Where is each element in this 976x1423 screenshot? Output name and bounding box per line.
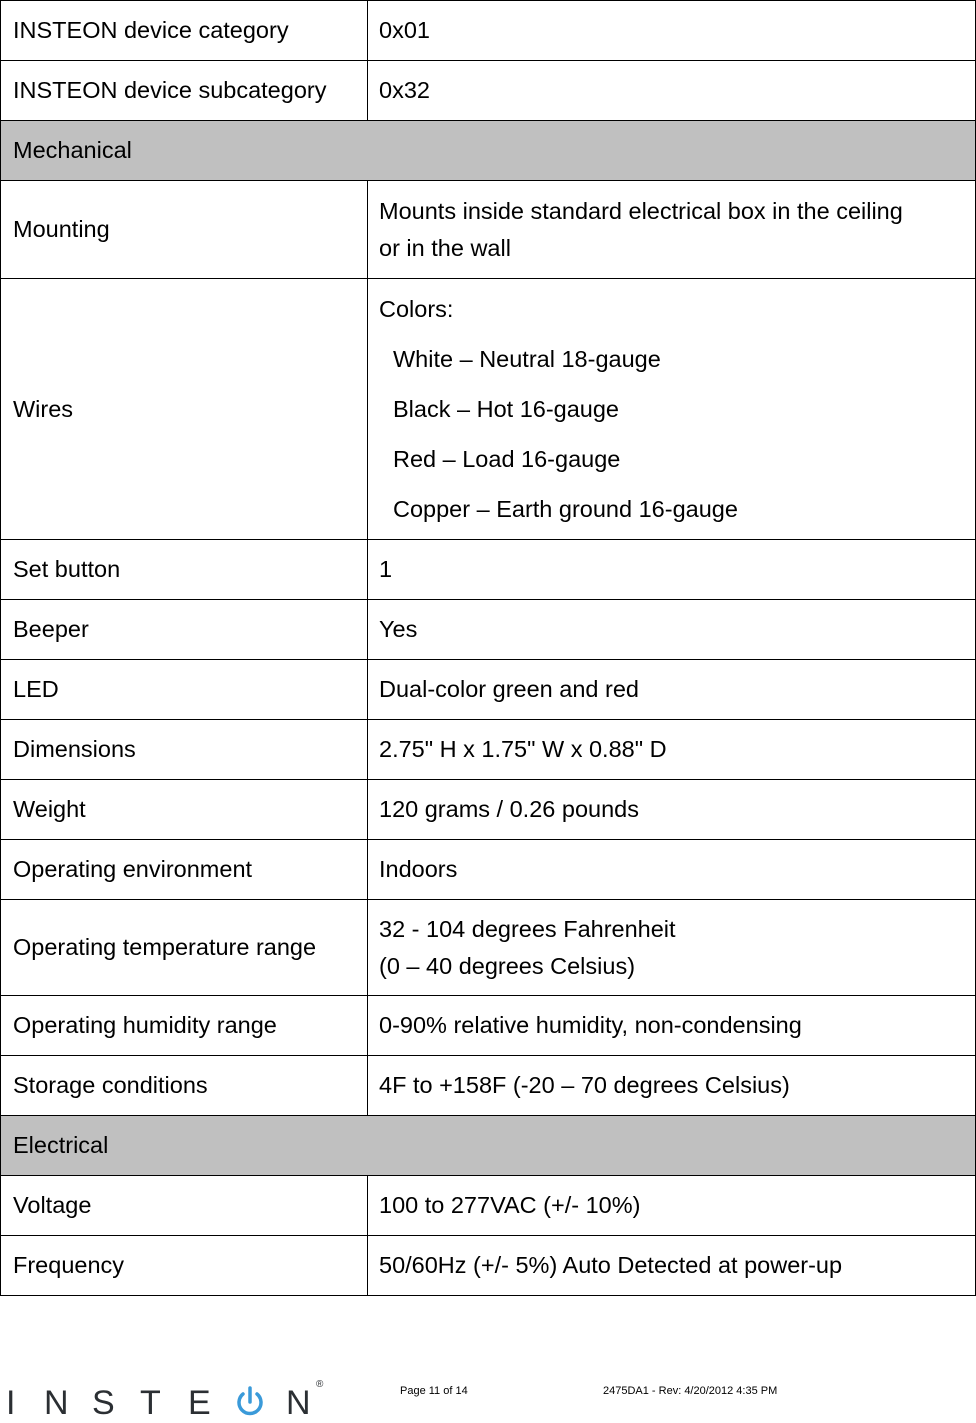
- row-label: Voltage: [1, 1176, 368, 1236]
- table-row: [1, 1056, 976, 1116]
- row-value: 0x01: [368, 1, 976, 61]
- row-label: INSTEON device category: [1, 1, 368, 61]
- row-value: 0-90% relative humidity, non-condensing: [368, 996, 976, 1056]
- table-row: [1, 660, 976, 720]
- value-line: (0 – 40 degrees Celsius): [379, 952, 636, 979]
- registered-mark: ®: [316, 1379, 324, 1390]
- row-label: Operating humidity range: [1, 996, 368, 1056]
- row-label: Operating environment: [1, 840, 368, 900]
- row-value: 4F to +158F (-20 – 70 degrees Celsius): [368, 1056, 976, 1116]
- insteon-logo: [6, 1379, 336, 1423]
- value-line: or in the wall: [379, 234, 511, 261]
- row-label: LED: [1, 660, 368, 720]
- section-title: Mechanical: [1, 121, 976, 181]
- row-label: Beeper: [1, 600, 368, 660]
- list-item: Copper – Earth ground 16-gauge: [393, 496, 738, 522]
- logo-letter: I: [6, 1384, 16, 1422]
- row-label: Wires: [1, 279, 368, 540]
- page-number: Page 11 of 14: [400, 1385, 468, 1397]
- table-row: [1, 1176, 976, 1236]
- row-label: Operating temperature range: [1, 900, 368, 996]
- value-line: Mounts inside standard electrical box in the ceiling: [379, 197, 903, 224]
- row-value: 0x32: [368, 61, 976, 121]
- row-label: Mounting: [1, 181, 368, 279]
- table-row: [1, 996, 976, 1056]
- table-row: [1, 1, 976, 61]
- row-value: Indoors: [368, 840, 976, 900]
- row-value: [368, 279, 976, 540]
- value-line: 32 - 104 degrees Fahrenheit: [379, 915, 676, 942]
- table-row: [1, 181, 976, 279]
- row-value: 2.75" H x 1.75" W x 0.88" D: [368, 720, 976, 780]
- row-label: Frequency: [1, 1236, 368, 1296]
- row-value: 50/60Hz (+/- 5%) Auto Detected at power-up: [368, 1236, 976, 1296]
- table-row: [1, 1236, 976, 1296]
- row-label: Weight: [1, 780, 368, 840]
- table-row: [1, 840, 976, 900]
- table-row: [1, 279, 976, 540]
- row-label: Dimensions: [1, 720, 368, 780]
- section-header-mechanical: [1, 121, 976, 181]
- row-value: 100 to 277VAC (+/- 10%): [368, 1176, 976, 1236]
- row-value: 120 grams / 0.26 pounds: [368, 780, 976, 840]
- power-icon: [234, 1386, 266, 1420]
- row-label: Storage conditions: [1, 1056, 368, 1116]
- row-value: 1: [368, 540, 976, 600]
- logo-letter: N: [286, 1384, 311, 1422]
- table-row: [1, 540, 976, 600]
- row-value: [368, 900, 976, 996]
- table-row: [1, 600, 976, 660]
- list-item: Red – Load 16-gauge: [393, 446, 621, 472]
- row-label: INSTEON device subcategory: [1, 61, 368, 121]
- logo-letter: S: [92, 1384, 115, 1422]
- revision-info: 2475DA1 - Rev: 4/20/2012 4:35 PM: [603, 1385, 778, 1397]
- list-item: Black – Hot 16-gauge: [393, 396, 620, 422]
- logo-letter: T: [140, 1384, 161, 1422]
- row-value: [368, 181, 976, 279]
- table-row: [1, 61, 976, 121]
- table-row: [1, 720, 976, 780]
- row-value: Yes: [368, 600, 976, 660]
- table-row: [1, 780, 976, 840]
- logo-letter: N: [44, 1384, 69, 1422]
- wires-heading: Colors:: [379, 296, 454, 322]
- row-value: Dual-color green and red: [368, 660, 976, 720]
- table-row: [1, 900, 976, 996]
- section-title: Electrical: [1, 1116, 976, 1176]
- logo-letter: E: [188, 1384, 211, 1422]
- section-header-electrical: [1, 1116, 976, 1176]
- row-label: Set button: [1, 540, 368, 600]
- list-item: White – Neutral 18-gauge: [393, 346, 661, 372]
